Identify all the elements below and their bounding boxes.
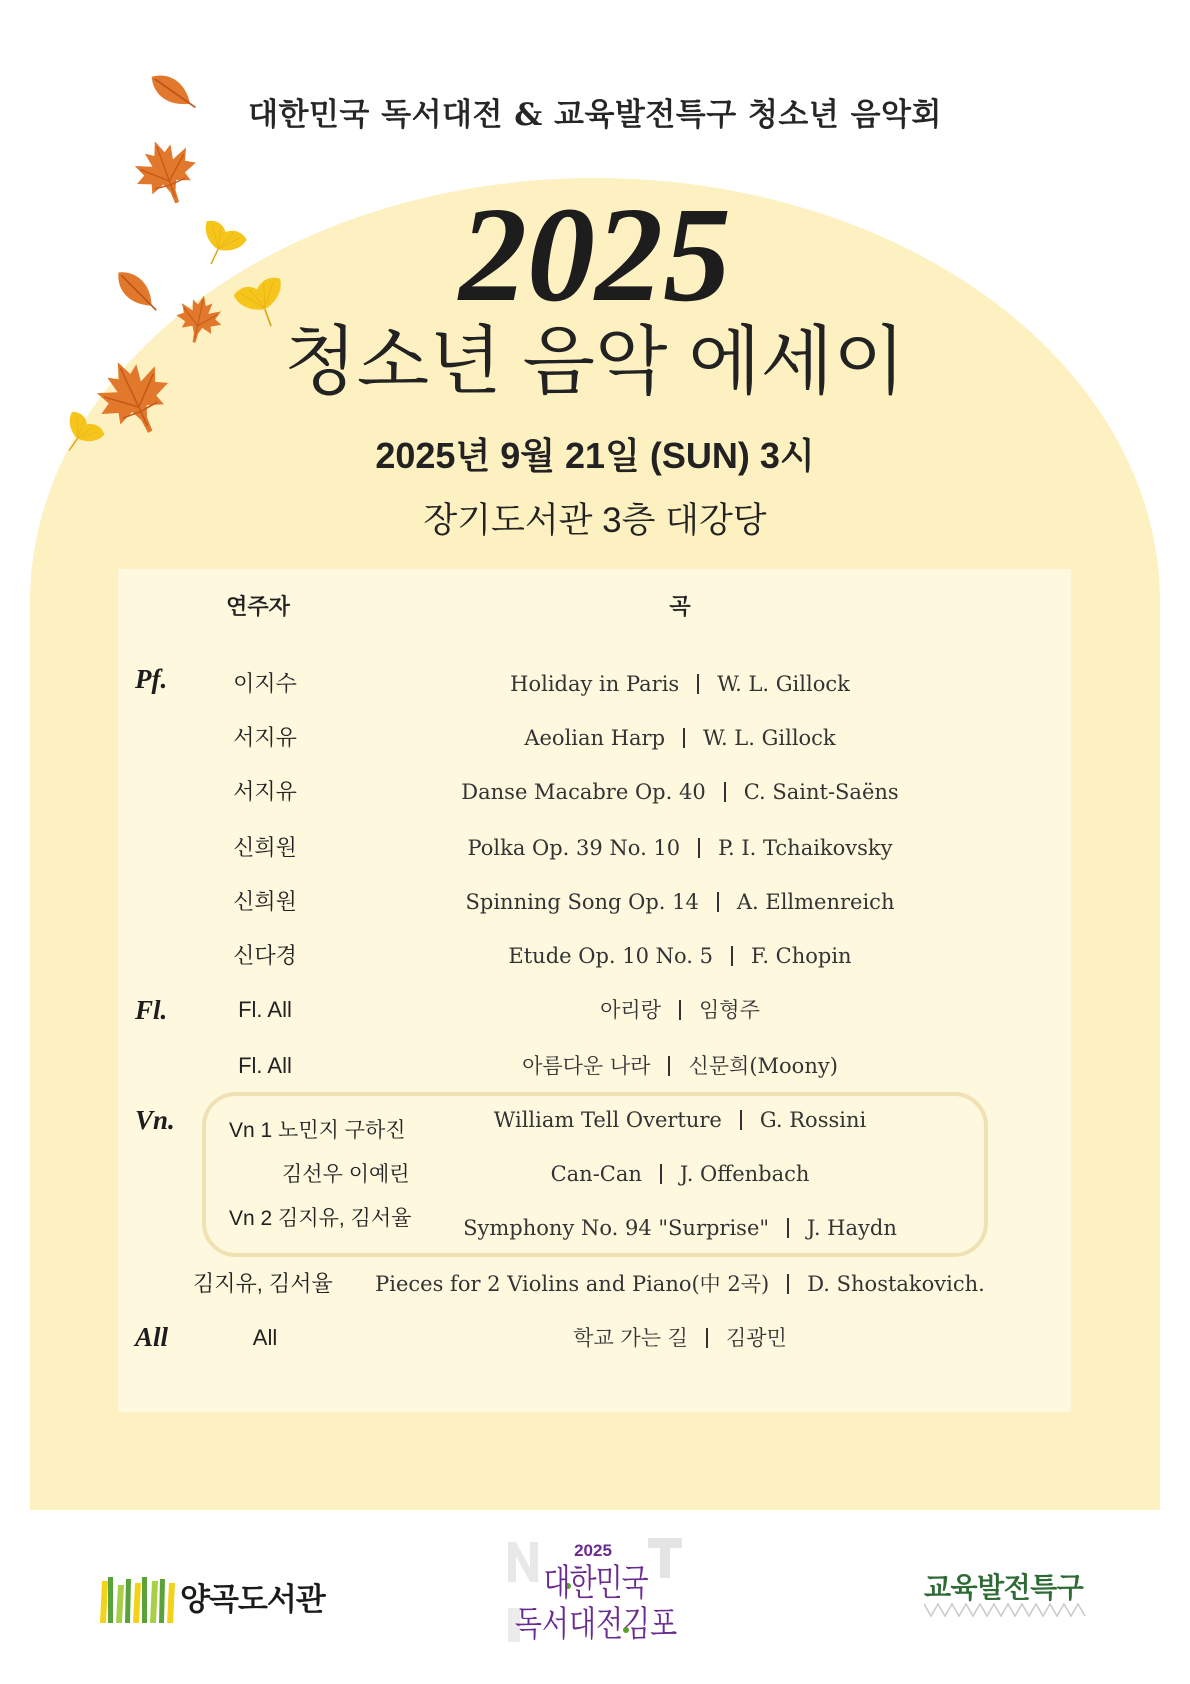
program-row — [0, 887, 1190, 917]
program-row — [0, 1051, 1190, 1081]
festival-logo-year: 2025 — [574, 1541, 612, 1560]
composer-name: J. Haydn — [807, 1216, 897, 1240]
piece-line — [330, 777, 1030, 807]
concert-title: 청소년 음악 에세이 — [284, 319, 906, 403]
performer-name: 신희원 — [233, 835, 297, 860]
violin-performers: 김선우 이예린 — [282, 1163, 410, 1186]
instrument-label-flute: Fl. — [135, 995, 168, 1025]
separator-divider — [679, 1000, 681, 1020]
program-row — [0, 723, 1190, 753]
program-row — [0, 1323, 1190, 1353]
piece-title: Polka Op. 39 No. 10 — [467, 836, 681, 860]
piece-line — [330, 669, 1030, 699]
library-logo-stripes-icon — [100, 1577, 176, 1623]
performer-name: 김지유, 김서율 — [193, 1271, 333, 1296]
violin-performers: Vn 2 김지유, 김서율 — [229, 1207, 412, 1230]
festival-logo-line2: 독서대전김포 — [514, 1604, 678, 1644]
performer-name: 신다경 — [233, 943, 297, 968]
instrument-label-violin: Vn. — [135, 1105, 175, 1135]
composer-name: C. Saint-Saëns — [743, 780, 899, 804]
piece-title: 학교 가는 길 — [573, 1326, 688, 1350]
piece-title: 아름다운 나라 — [522, 1054, 651, 1078]
piece-title: Etude Op. 10 No. 5 — [508, 944, 714, 968]
composer-name: F. Chopin — [751, 944, 852, 968]
separator-divider — [731, 946, 733, 966]
piece-line — [330, 1105, 1030, 1135]
program-row — [0, 833, 1190, 863]
performer-name: 신희원 — [233, 889, 297, 914]
performer-name: 이지수 — [233, 671, 297, 696]
piece-line — [330, 833, 1030, 863]
performer-name: 서지유 — [233, 779, 297, 804]
composer-name: 임형주 — [699, 998, 760, 1022]
piece-line — [300, 1269, 1060, 1299]
program-row — [0, 941, 1190, 971]
composer-name: W. L. Gillock — [717, 672, 850, 696]
composer-name: 김광민 — [725, 1326, 787, 1350]
separator-divider — [787, 1274, 789, 1294]
ginkgo-leaf-icon — [53, 409, 106, 462]
event-line: 대한민국 독서대전 & 교육발전특구 청소년 음악회 — [248, 97, 942, 133]
piece-title: William Tell Overture — [493, 1108, 722, 1132]
piece-title: Danse Macabre Op. 40 — [461, 780, 706, 804]
composer-name: G. Rossini — [759, 1108, 867, 1132]
program-row — [0, 669, 1190, 699]
piece-line — [330, 1051, 1030, 1081]
composer-name: D. Shostakovich. — [807, 1272, 985, 1296]
composer-name: 신문희(Moony) — [688, 1054, 838, 1078]
performer-name: 서지유 — [233, 725, 297, 750]
separator-divider — [698, 838, 700, 858]
program-row — [0, 1159, 1190, 1189]
piece-line — [330, 941, 1030, 971]
piece-line — [330, 1213, 1030, 1243]
separator-divider — [660, 1164, 662, 1184]
program-row — [0, 1213, 1190, 1243]
year-heading: 2025 — [459, 180, 731, 330]
piece-title: Pieces for 2 Violins and Piano(中 2곡) — [375, 1272, 770, 1296]
education-zone-pattern-icon — [924, 1600, 1088, 1620]
education-zone-logo: 교육발전특구 — [924, 1572, 1084, 1603]
violin-performers: Vn 1 노민지 구하진 — [229, 1119, 406, 1142]
concert-datetime: 2025년 9월 21일 (SUN) 3시 — [375, 435, 815, 476]
piece-line — [330, 887, 1030, 917]
piece-line — [330, 1159, 1030, 1189]
autumn-leaf-icon — [111, 265, 164, 318]
program-row — [0, 777, 1190, 807]
instrument-label-piano: Pf. — [135, 664, 168, 694]
piece-title: Spinning Song Op. 14 — [465, 890, 699, 914]
maple-leaf-icon — [125, 131, 206, 214]
piece-title: Holiday in Paris — [510, 672, 680, 696]
library-logo-name: 양곡도서관 — [180, 1582, 325, 1617]
program-row — [0, 1269, 1190, 1299]
piece-line — [330, 995, 1030, 1025]
autumn-leaf-icon — [145, 68, 201, 117]
program-row — [0, 995, 1190, 1025]
reading-festival-logo — [508, 1538, 684, 1644]
maple-leaf-icon — [172, 291, 227, 348]
separator-divider — [724, 782, 726, 802]
program-row — [0, 1105, 1190, 1135]
separator-divider — [787, 1218, 789, 1238]
separator-divider — [683, 728, 685, 748]
piece-line — [330, 723, 1030, 753]
separator-divider — [706, 1328, 708, 1348]
falling-leaves — [0, 0, 330, 480]
separator-divider — [740, 1110, 742, 1130]
festival-logo-line1: 대한민국 — [543, 1562, 648, 1603]
piece-title: Aeolian Harp — [524, 726, 666, 750]
piece-column-header: 곡 — [669, 594, 691, 619]
performer-name: Fl. All — [238, 1053, 292, 1078]
composer-name: P. I. Tchaikovsky — [718, 836, 893, 860]
performer-column-header: 연주자 — [226, 594, 290, 619]
ginkgo-leaf-icon — [191, 218, 248, 273]
composer-name: W. L. Gillock — [703, 726, 836, 750]
composer-name: A. Ellmenreich — [736, 890, 895, 914]
piece-title: Symphony No. 94 "Surprise" — [463, 1216, 770, 1240]
concert-venue: 장기도서관 3층 대강당 — [423, 501, 767, 540]
performer-name: Fl. All — [238, 997, 292, 1022]
ginkgo-leaf-icon — [232, 275, 294, 335]
piece-title: 아리랑 — [600, 998, 661, 1022]
separator-divider — [717, 892, 719, 912]
composer-name: J. Offenbach — [679, 1162, 810, 1186]
piece-line — [330, 1323, 1030, 1353]
instrument-label-all: All — [135, 1322, 169, 1352]
performer-name: All — [252, 1325, 278, 1350]
separator-divider — [697, 674, 699, 694]
separator-divider — [668, 1056, 670, 1076]
piece-title: Can-Can — [550, 1162, 642, 1186]
